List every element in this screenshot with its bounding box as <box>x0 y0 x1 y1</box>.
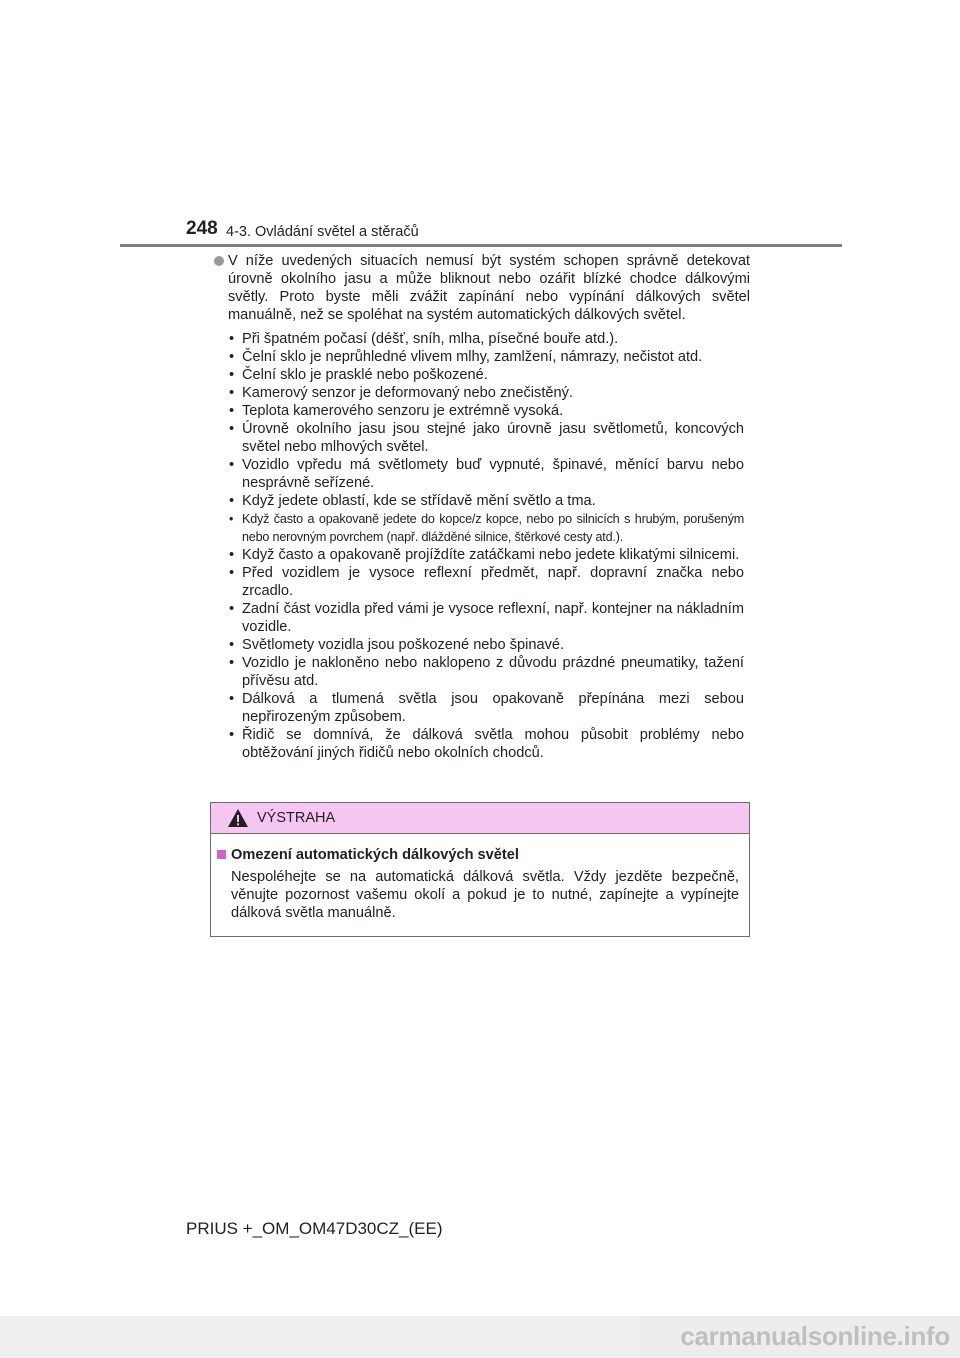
list-item: • Když často a opakovaně jedete do kopce/z kopce, nebo po silnicích s hrubým, porušeným nebo nerovným povrchem (např. dlážděné silnice, štěrkové cesty atd.). <box>229 512 744 544</box>
bullet-dot-icon: • <box>229 421 235 437</box>
bullet-dot-icon: • <box>229 403 235 419</box>
warning-title: VÝSTRAHA <box>257 810 336 826</box>
list-item: • Čelní sklo je neprůhledné vlivem mlhy, zamlžení, námrazy, nečistot atd. <box>229 349 703 365</box>
bullet-dot-icon: • <box>229 512 234 526</box>
list-item: • Čelní sklo je prasklé nebo poškozené. <box>229 367 488 383</box>
bullet-dot-icon: • <box>229 601 235 617</box>
bullet-dot-icon: • <box>229 637 235 653</box>
bullet-dot-icon: • <box>229 691 235 707</box>
bullet-dot-icon: • <box>229 565 235 581</box>
warning-body <box>211 834 749 922</box>
page-number: 248 <box>186 218 218 239</box>
bullet-dot-icon: • <box>229 727 235 743</box>
warning-box <box>210 802 750 937</box>
main-content <box>210 252 750 762</box>
watermark-bar <box>0 1316 960 1358</box>
list-item: • Vozidlo vpředu má světlomety buď vypnuté, špinavé, měnící barvu nebo nesprávně seřízené. <box>229 457 744 491</box>
footer-code: PRIUS +_OM_OM47D30CZ_(EE) <box>186 1219 443 1238</box>
warning-header <box>211 803 749 834</box>
list-item: • Dálková a tlumená světla jsou opakovaně přepínána mezi sebou nepřirozeným způsobem. <box>229 691 744 725</box>
watermark-text: carmanualsonline.info <box>680 1321 950 1351</box>
warning-triangle-icon <box>227 808 249 828</box>
list-item: • Když jedete oblastí, kde se střídavě mění světlo a tma. <box>229 493 596 509</box>
square-bullet-icon <box>217 850 226 859</box>
bullet-dot-icon: • <box>229 457 235 473</box>
situation-list <box>210 330 750 762</box>
intro-paragraph <box>210 252 750 324</box>
list-item: • Světlomety vozidla jsou poškozené nebo špinavé. <box>229 637 565 653</box>
bullet-dot-icon: • <box>229 493 235 509</box>
circle-bullet-icon <box>214 256 224 266</box>
bullet-dot-icon: • <box>229 547 235 563</box>
list-item: • Při špatném počasí (déšť, sníh, mlha, písečné bouře atd.). <box>229 331 619 347</box>
header-divider <box>120 244 842 247</box>
bullet-dot-icon: • <box>229 385 235 401</box>
list-item: • Před vozidlem je vysoce reflexní předmět, např. dopravní značka nebo zrcadlo. <box>229 565 744 599</box>
list-item: • Řidič se domnívá, že dálková světla mohou působit problémy nebo obtěžování jiných řidičů nebo okolních chodců. <box>229 727 744 761</box>
bullet-dot-icon: • <box>229 331 235 347</box>
warning-subtitle: Omezení automatických dálkových světel <box>217 846 739 864</box>
list-item: • Úrovně okolního jasu jsou stejné jako úrovně jasu světlometů, koncových světel nebo mlhových světel. <box>229 421 744 455</box>
list-item: • Zadní část vozidla před vámi je vysoce reflexní, např. kontejner na nákladním vozidle. <box>229 601 744 635</box>
list-item: • Vozidlo je nakloněno nebo naklopeno z důvodu prázdné pneumatiky, tažení přívěsu atd. <box>229 655 744 689</box>
warning-text: Nespoléhejte se na automatická dálková světla. Vždy jezděte bezpečně, věnujte pozornost vašemu okolí a pokud je to nutné, zapínejte a vypínejte dálková světla manuálně. <box>231 869 739 921</box>
section-title: 4-3. Ovládání světel a stěračů <box>226 224 419 240</box>
list-item: • Když často a opakovaně projíždíte zatáčkami nebo jedete klikatými silnicemi. <box>229 547 740 563</box>
list-item: • Teplota kamerového senzoru je extrémně vysoká. <box>229 403 564 419</box>
intro-text: V níže uvedených situacích nemusí být systém schopen správně detekovat úrovně okolního jasu a může bliknout nebo ozářit blízké chodce dálkovými světly. Proto byste měli zvážit zapínání nebo vypínání dálkových světel manuálně, než se spoléhat na systém automatických dálkových světel. <box>228 253 750 323</box>
bullet-dot-icon: • <box>229 367 235 383</box>
bullet-dot-icon: • <box>229 655 235 671</box>
bullet-dot-icon: • <box>229 349 235 365</box>
list-item: • Kamerový senzor je deformovaný nebo znečistěný. <box>229 385 573 401</box>
